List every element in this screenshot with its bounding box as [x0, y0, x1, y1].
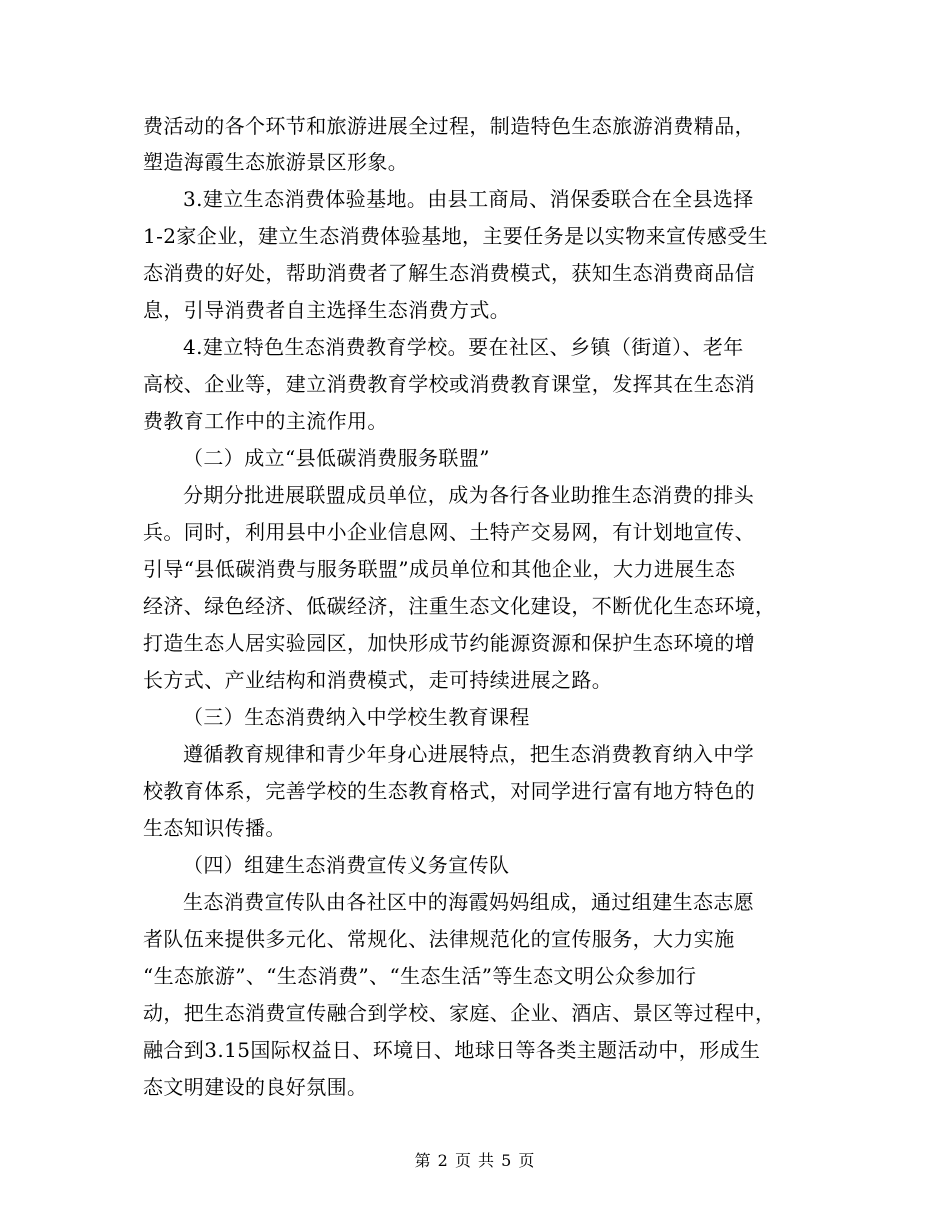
paragraph-line: 费教育工作中的主流作用。 [143, 409, 388, 433]
paragraph-line: 兵。同时，利用县中小企业信息网、土特产交易网，有计划地宣传、 [143, 520, 755, 544]
page-number-footer: 第 2 页 共 5 页 [414, 1151, 536, 1170]
paragraph-line: 校教育体系，完善学校的生态教育格式，对同学进行富有地方特色的 [143, 779, 755, 803]
paragraph-line: 高校、企业等，建立消费教育学校或消费教育课堂，发挥其在生态消 [143, 372, 755, 396]
paragraph-line: 引导“县低碳消费与服务联盟”成员单位和其他企业，大力进展生态 [143, 557, 736, 581]
paragraph-line: 融合到3.15国际权益日、环境日、地球日等各类主题活动中，形成生 [143, 1038, 761, 1062]
paragraph-line: 分期分批进展联盟成员单位，成为各行各业助推生态消费的排头 [183, 483, 755, 507]
paragraph-line: 态消费的好处，帮助消费者了解生态消费模式，获知生态消费商品信 [143, 261, 755, 285]
paragraph-line: 经济、绿色经济、低碳经济，注重生态文化建设，不断优化生态环境， [143, 594, 776, 618]
paragraph-line: 长方式、产业结构和消费模式，走可持续进展之路。 [143, 668, 613, 692]
paragraph-line: “生态旅游”、“生态消费”、“生态生活”等生态文明公众参加行 [143, 964, 697, 988]
paragraph-line: 4.建立特色生态消费教育学校。要在社区、乡镇（街道）、老年 [183, 335, 744, 359]
paragraph-line: 费活动的各个环节和旅游进展全过程，制造特色生态旅游消费精品， [143, 114, 755, 138]
paragraph-line: 1-2家企业，建立生态消费体验基地，主要任务是以实物来宣传感受生 [143, 224, 769, 248]
paragraph-line: 者队伍来提供多元化、常规化、法律规范化的宣传服务，大力实施 [143, 927, 735, 951]
section-heading: （四）组建生态消费宣传义务宣传队 [183, 853, 510, 877]
paragraph-line: 塑造海霞生态旅游景区形象。 [143, 150, 409, 174]
paragraph-line: 遵循教育规律和青少年身心进展特点，把生态消费教育纳入中学 [183, 742, 755, 766]
paragraph-line: 息，引导消费者自主选择生态消费方式。 [143, 298, 511, 322]
paragraph-line: 态文明建设的良好氛围。 [143, 1075, 368, 1099]
section-heading: （三）生态消费纳入中学校生教育课程 [183, 705, 530, 729]
paragraph-line: 生态知识传播。 [143, 816, 286, 840]
paragraph-line: 生态消费宣传队由各社区中的海霞妈妈组成，通过组建生态志愿 [183, 890, 755, 914]
paragraph-line: 动，把生态消费宣传融合到学校、家庭、企业、酒店、景区等过程中， [143, 1001, 776, 1025]
paragraph-line: 打造生态人居实验园区，加快形成节约能源资源和保护生态环境的增 [143, 631, 755, 655]
paragraph-line: 3.建立生态消费体验基地。由县工商局、消保委联合在全县选择 [183, 187, 754, 211]
section-heading: （二）成立“县低碳消费服务联盟” [183, 446, 490, 470]
